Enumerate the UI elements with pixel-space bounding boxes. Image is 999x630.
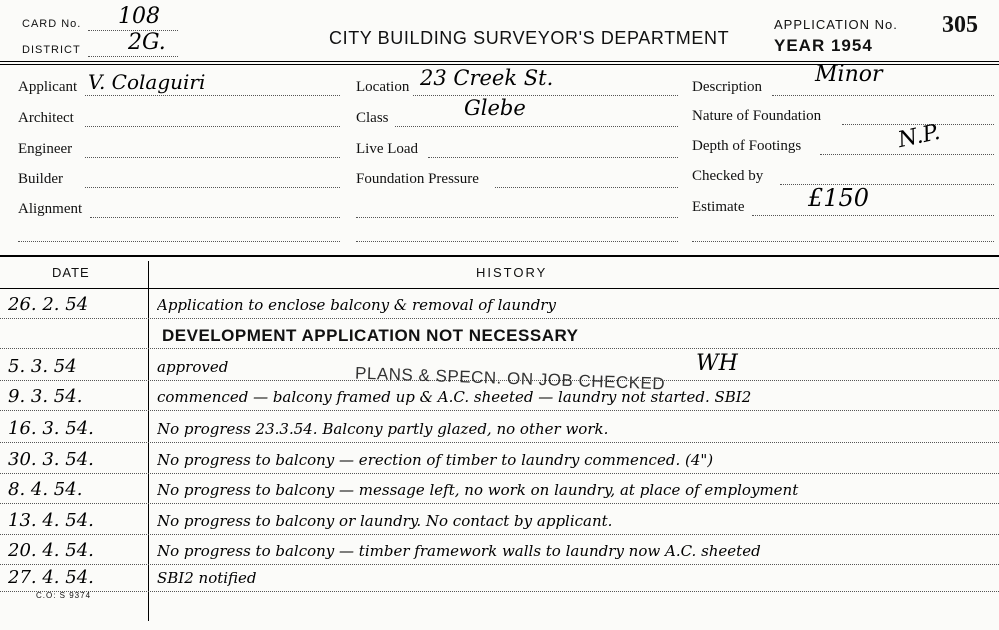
applicant-label: Applicant bbox=[18, 79, 78, 95]
history-row-text: No progress to balcony or laundry. No contact by applicant. bbox=[157, 512, 613, 530]
foundation-pressure-label: Foundation Pressure bbox=[356, 171, 479, 187]
history-row-line bbox=[0, 564, 999, 565]
history-row-date: 27. 4. 54. bbox=[8, 567, 94, 588]
depth-of-footings-label: Depth of Footings bbox=[692, 138, 802, 154]
history-row-date: 30. 3. 54. bbox=[8, 449, 94, 470]
estimate-label: Estimate bbox=[692, 199, 745, 215]
alignment-label: Alignment bbox=[18, 201, 83, 217]
checked-by-label: Checked by bbox=[692, 168, 764, 184]
history-row-date: 13. 4. 54. bbox=[8, 510, 94, 531]
engineer-label: Engineer bbox=[18, 141, 73, 157]
plans-checked-stamp: PLANS & SPECN. ON JOB CHECKED bbox=[354, 363, 666, 394]
live-load-label: Live Load bbox=[356, 141, 419, 157]
history-row-date: 26. 2. 54 bbox=[8, 294, 89, 315]
description-value: Minor bbox=[815, 62, 883, 87]
year-label: YEAR 1954 bbox=[774, 36, 873, 55]
history-row-text: No progress 23.3.54. Balcony partly glazed, no other work. bbox=[157, 420, 609, 438]
district-label: DISTRICT bbox=[22, 44, 81, 56]
history-row-date: 8. 4. 54. bbox=[8, 479, 83, 500]
history-row-text: No progress to balcony — erection of timber to laundry commenced. (4") bbox=[157, 451, 714, 469]
history-row-line bbox=[0, 348, 999, 349]
date-column-header: DATE bbox=[52, 265, 90, 280]
form-code: C.O: S 9374 bbox=[36, 591, 92, 600]
district-value: 2G. bbox=[128, 30, 166, 55]
history-row-date: 9. 3. 54. bbox=[8, 386, 83, 407]
estimate-value: £150 bbox=[808, 184, 870, 212]
location-value: 23 Creek St. bbox=[420, 66, 554, 90]
application-no-label: APPLICATION No. bbox=[774, 17, 898, 32]
depth-value: N.P. bbox=[895, 119, 943, 154]
history-row-text: No progress to balcony — timber framework walls to laundry now A.C. sheeted bbox=[157, 542, 761, 560]
description-label: Description bbox=[692, 79, 762, 95]
history-row-text: approved bbox=[157, 358, 229, 376]
history-row-line bbox=[0, 591, 999, 592]
date-column-divider bbox=[148, 261, 149, 621]
department-title: CITY BUILDING SURVEYOR'S DEPARTMENT bbox=[329, 28, 730, 48]
card-no-label: CARD No. bbox=[22, 18, 82, 30]
history-row-line bbox=[0, 410, 999, 411]
history-row-line bbox=[0, 318, 999, 319]
builder-label: Builder bbox=[18, 171, 63, 187]
history-row-line bbox=[0, 503, 999, 504]
history-row-text: No progress to balcony — message left, no work on laundry, at place of employment bbox=[157, 481, 799, 499]
history-row-line bbox=[0, 442, 999, 443]
history-row-text: Application to enclose balcony & removal of laundry bbox=[157, 296, 556, 314]
history-header-rule bbox=[0, 288, 999, 289]
history-row-date: 16. 3. 54. bbox=[8, 418, 94, 439]
application-no-value: 305 bbox=[942, 12, 978, 38]
class-label: Class bbox=[356, 110, 389, 126]
card-no-value: 108 bbox=[118, 4, 160, 29]
applicant-value: V. Colaguiri bbox=[88, 70, 206, 94]
nature-of-foundation-label: Nature of Foundation bbox=[692, 108, 822, 124]
history-row-text: SBI2 notified bbox=[157, 569, 257, 587]
history-top-rule bbox=[0, 255, 999, 257]
architect-label: Architect bbox=[18, 110, 74, 126]
class-value: Glebe bbox=[464, 96, 526, 120]
history-row-line bbox=[0, 534, 999, 535]
history-row-line bbox=[0, 473, 999, 474]
history-column-header: HISTORY bbox=[476, 265, 548, 280]
history-row-date: 20. 4. 54. bbox=[8, 540, 94, 561]
approval-initials: WH bbox=[696, 351, 738, 376]
history-row-text: commenced — balcony framed up & A.C. sheeted — laundry not started. SBI2 bbox=[157, 388, 752, 406]
development-stamp: DEVELOPMENT APPLICATION NOT NECESSARY bbox=[162, 326, 579, 345]
history-row-date: 5. 3. 54 bbox=[8, 356, 77, 377]
location-label: Location bbox=[356, 79, 410, 95]
